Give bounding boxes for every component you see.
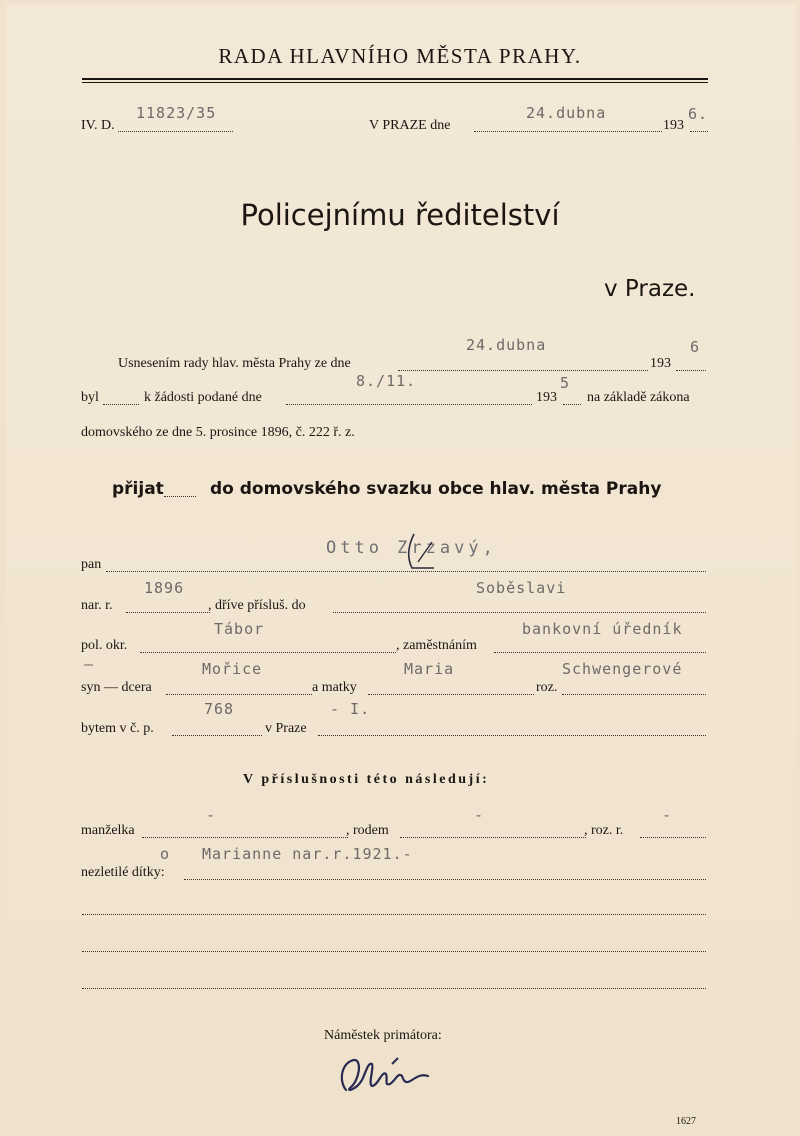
father-dots: [166, 694, 312, 695]
district-dots: [140, 652, 396, 653]
request-dots: [286, 404, 532, 405]
resolution-dots: [398, 370, 648, 371]
children-mark: o: [160, 845, 171, 863]
request-year-suffix: 5: [560, 374, 571, 392]
byl-label: byl: [81, 390, 99, 405]
prior-dots: [333, 612, 706, 613]
decision-text: do domovského svazku obce hlav. města Prahy: [210, 479, 662, 499]
dependents-heading: V příslušnosti této následují:: [243, 772, 490, 787]
mother-dots: [368, 694, 534, 695]
form-number: 1627: [676, 1116, 696, 1127]
decision-accepted: přijat: [112, 479, 164, 499]
request-label: k žádosti podané dne: [144, 390, 262, 405]
ref-label: IV. D.: [81, 118, 115, 133]
children-names: Marianne nar.r.1921.-: [202, 845, 413, 863]
roz-dots: [562, 694, 706, 695]
resolution-text: Usnesením rady hlav. města Prahy ze dne: [118, 356, 351, 371]
resolution-year-suffix: 6: [690, 338, 701, 356]
byl-dots: [103, 404, 139, 405]
basis-text: na základě zákona: [587, 390, 690, 405]
person-name: Otto Zrzavý,: [326, 538, 497, 558]
wife-label: manželka: [81, 823, 135, 838]
born-dots: [126, 612, 210, 613]
resolution-year-prefix: 193: [650, 356, 671, 371]
children-dots: [184, 879, 706, 880]
decision-dots: [164, 496, 196, 497]
resolution-year-dots: [676, 370, 706, 371]
mother-label: a matky: [312, 680, 357, 695]
pan-label: pan: [81, 557, 102, 572]
pan-dots: [106, 571, 706, 572]
place-date-label: V PRAZE dne: [369, 118, 451, 133]
addressee-title: Policejnímu ředitelství: [240, 198, 560, 232]
law-text: domovského ze dne 5. prosince 1896, č. 222 ř. z.: [81, 425, 355, 440]
birth-dash: -: [474, 806, 485, 824]
city-dots: [318, 735, 706, 736]
header-rule-bottom: [82, 82, 708, 83]
occupation-label: , zaměstnáním: [396, 638, 477, 653]
year-dots: [690, 131, 708, 132]
blank-line-2: [82, 951, 706, 952]
blank-line-1: [82, 914, 706, 915]
document-page: [6, 4, 796, 1132]
roz-label: roz.: [536, 680, 558, 695]
request-year-prefix: 193: [536, 390, 557, 405]
city-label: v Praze: [265, 721, 307, 736]
born-label: nar. r.: [81, 598, 113, 613]
birth-label: , rodem: [346, 823, 389, 838]
born-year: 1896: [144, 579, 185, 597]
header-date: 24.dubna: [526, 104, 607, 122]
ref-dots: [118, 131, 233, 132]
header-year-prefix: 193: [663, 118, 684, 133]
request-date: 8./11.: [356, 372, 417, 390]
residence-dots: [172, 735, 262, 736]
father-name: Mořice: [202, 660, 263, 678]
occupation-dots: [494, 652, 706, 653]
resolution-date: 24.dubna: [466, 336, 547, 354]
child-dash: —: [84, 655, 95, 673]
mother-surname: Schwengerové: [562, 660, 683, 678]
date-dots: [474, 131, 662, 132]
name-correction-mark: [404, 532, 438, 572]
prior-label: , dříve přísluš. do: [208, 598, 306, 613]
signatory-label: Náměstek primátora:: [324, 1028, 442, 1043]
header-rule-top: [82, 78, 708, 80]
residence-label: bytem v č. p.: [81, 721, 154, 736]
district-label: pol. okr.: [81, 638, 128, 653]
roz-year-label: , roz. r.: [584, 823, 624, 838]
ref-number: 11823/35: [136, 104, 217, 122]
district: Tábor: [214, 620, 265, 638]
header-year-suffix: 6.: [688, 105, 709, 123]
handwritten-signature: [332, 1050, 442, 1100]
district-number: - I.: [330, 700, 371, 718]
prior-place: Soběslavi: [476, 579, 567, 597]
birth-dots: [400, 837, 586, 838]
request-year-dots: [563, 404, 581, 405]
roz-year-dots: [640, 837, 706, 838]
house-number: 768: [204, 700, 235, 718]
blank-line-3: [82, 988, 706, 989]
addressee-city: v Praze.: [604, 276, 696, 302]
wife-dots: [142, 837, 348, 838]
wife-dash: -: [206, 806, 217, 824]
children-label: nezletilé dítky:: [81, 865, 165, 880]
occupation: bankovní úředník: [522, 620, 683, 638]
mother-name: Maria: [404, 660, 455, 678]
child-label: syn — dcera: [81, 680, 152, 695]
year-dash: -: [662, 806, 673, 824]
council-header: RADA HLAVNÍHO MĚSTA PRAHY.: [218, 44, 582, 68]
